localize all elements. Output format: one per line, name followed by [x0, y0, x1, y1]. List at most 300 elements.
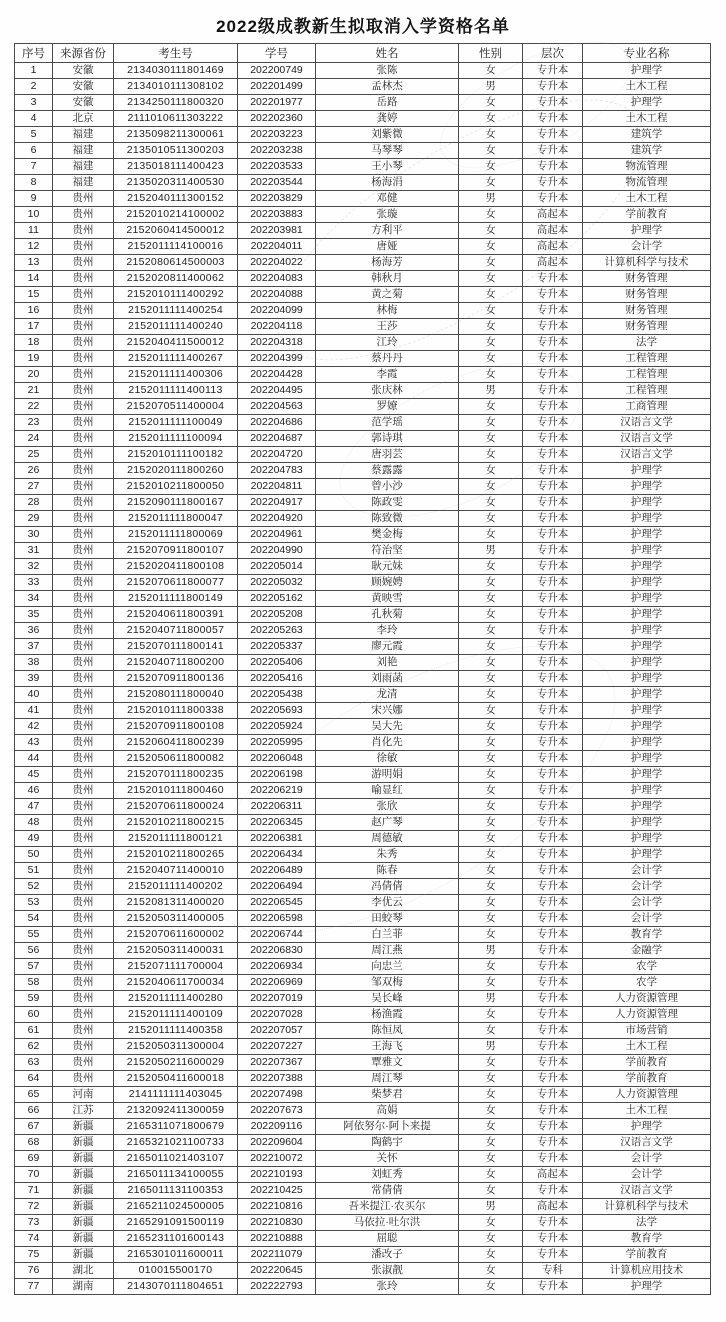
cell-name: 耿元妹 — [316, 559, 459, 575]
cell-index: 54 — [15, 911, 53, 927]
table-row — [15, 95, 711, 111]
table-row — [15, 1151, 711, 1167]
cell-province: 贵州 — [53, 319, 114, 335]
cell-student_no: 202205693 — [238, 703, 316, 719]
cell-index: 56 — [15, 943, 53, 959]
cell-candidate_no: 2152011111800047 — [114, 511, 238, 527]
table-row — [15, 223, 711, 239]
cell-level: 专升本 — [523, 511, 583, 527]
cell-level: 专升本 — [523, 1135, 583, 1151]
cell-name: 关怀 — [316, 1151, 459, 1167]
column-header-gender: 性别 — [459, 44, 523, 63]
cell-index: 13 — [15, 255, 53, 271]
cell-name: 杨海涓 — [316, 175, 459, 191]
cell-student_no: 202201977 — [238, 95, 316, 111]
cell-name: 刘紫微 — [316, 127, 459, 143]
cell-candidate_no: 2152020411800108 — [114, 559, 238, 575]
cell-level: 专升本 — [523, 287, 583, 303]
cell-gender: 女 — [459, 127, 523, 143]
cell-major: 护理学 — [583, 671, 711, 687]
cell-candidate_no: 2152050211600029 — [114, 1055, 238, 1071]
cell-index: 38 — [15, 655, 53, 671]
cell-candidate_no: 2143070111804651 — [114, 1279, 238, 1295]
cell-student_no: 202205924 — [238, 719, 316, 735]
table-row — [15, 623, 711, 639]
cell-name: 刘雨菡 — [316, 671, 459, 687]
cell-province: 贵州 — [53, 511, 114, 527]
cell-gender: 女 — [459, 623, 523, 639]
cell-major: 汉语言文学 — [583, 447, 711, 463]
cell-name: 肖化先 — [316, 735, 459, 751]
table-row — [15, 1167, 711, 1183]
cell-gender: 女 — [459, 687, 523, 703]
cell-candidate_no: 2152040411500012 — [114, 335, 238, 351]
cell-gender: 女 — [459, 655, 523, 671]
cell-gender: 女 — [459, 207, 523, 223]
cell-index: 61 — [15, 1023, 53, 1039]
cell-index: 19 — [15, 351, 53, 367]
cell-candidate_no: 2165301011600011 — [114, 1247, 238, 1263]
cell-student_no: 202204990 — [238, 543, 316, 559]
cell-province: 贵州 — [53, 543, 114, 559]
cell-level: 高起本 — [523, 223, 583, 239]
cell-name: 王小琴 — [316, 159, 459, 175]
table-row — [15, 175, 711, 191]
cell-major: 农学 — [583, 975, 711, 991]
table-row — [15, 447, 711, 463]
cell-level: 专升本 — [523, 927, 583, 943]
table-row — [15, 1247, 711, 1263]
cell-level: 专升本 — [523, 559, 583, 575]
column-header-major: 专业名称 — [583, 44, 711, 63]
cell-index: 55 — [15, 927, 53, 943]
cell-candidate_no: 2141111111403045 — [114, 1087, 238, 1103]
cell-major: 物流管理 — [583, 159, 711, 175]
cell-major: 会计学 — [583, 879, 711, 895]
cell-index: 60 — [15, 1007, 53, 1023]
cell-province: 贵州 — [53, 527, 114, 543]
cell-gender: 女 — [459, 511, 523, 527]
table-row — [15, 1023, 711, 1039]
cell-gender: 女 — [459, 575, 523, 591]
cell-level: 高起本 — [523, 255, 583, 271]
cell-index: 21 — [15, 383, 53, 399]
cell-level: 专升本 — [523, 991, 583, 1007]
cell-index: 16 — [15, 303, 53, 319]
cell-name: 杨渔霞 — [316, 1007, 459, 1023]
cell-student_no: 202222793 — [238, 1279, 316, 1295]
cell-student_no: 202206311 — [238, 799, 316, 815]
table-row — [15, 943, 711, 959]
cell-major: 护理学 — [583, 495, 711, 511]
cell-level: 专升本 — [523, 783, 583, 799]
cell-candidate_no: 2165231101600143 — [114, 1231, 238, 1247]
table-row — [15, 783, 711, 799]
cell-candidate_no: 2152011111400202 — [114, 879, 238, 895]
table-row — [15, 287, 711, 303]
cell-candidate_no: 2165011134100055 — [114, 1167, 238, 1183]
cell-province: 贵州 — [53, 271, 114, 287]
cell-candidate_no: 010015500170 — [114, 1263, 238, 1279]
cell-gender: 女 — [459, 527, 523, 543]
cell-student_no: 202206219 — [238, 783, 316, 799]
cell-name: 蔡丹丹 — [316, 351, 459, 367]
cell-student_no: 202204011 — [238, 239, 316, 255]
table-row — [15, 591, 711, 607]
cell-major: 学前教育 — [583, 1055, 711, 1071]
cell-gender: 女 — [459, 671, 523, 687]
cell-major: 土木工程 — [583, 1103, 711, 1119]
cell-student_no: 202205263 — [238, 623, 316, 639]
cell-student_no: 202204563 — [238, 399, 316, 415]
cell-level: 专升本 — [523, 1119, 583, 1135]
cell-gender: 女 — [459, 463, 523, 479]
cell-student_no: 202211079 — [238, 1247, 316, 1263]
cell-student_no: 202202360 — [238, 111, 316, 127]
cell-level: 专升本 — [523, 671, 583, 687]
cell-province: 贵州 — [53, 1039, 114, 1055]
cell-level: 专升本 — [523, 1007, 583, 1023]
cell-level: 专升本 — [523, 575, 583, 591]
cell-gender: 女 — [459, 159, 523, 175]
cell-province: 贵州 — [53, 479, 114, 495]
cell-name: 徐敏 — [316, 751, 459, 767]
cell-student_no: 202201499 — [238, 79, 316, 95]
cell-name: 邹双梅 — [316, 975, 459, 991]
cell-student_no: 202207227 — [238, 1039, 316, 1055]
table-row — [15, 575, 711, 591]
cell-student_no: 202207019 — [238, 991, 316, 1007]
table-row — [15, 911, 711, 927]
cell-province: 贵州 — [53, 1055, 114, 1071]
cell-student_no: 202204783 — [238, 463, 316, 479]
cell-index: 57 — [15, 959, 53, 975]
table-row — [15, 879, 711, 895]
cell-candidate_no: 2152020111800260 — [114, 463, 238, 479]
cell-province: 贵州 — [53, 639, 114, 655]
cell-index: 2 — [15, 79, 53, 95]
cell-index: 7 — [15, 159, 53, 175]
cell-gender: 女 — [459, 719, 523, 735]
cell-gender: 女 — [459, 1183, 523, 1199]
table-row — [15, 1199, 711, 1215]
cell-province: 北京 — [53, 111, 114, 127]
column-header-level: 层次 — [523, 44, 583, 63]
cell-student_no: 202206969 — [238, 975, 316, 991]
cell-gender: 女 — [459, 303, 523, 319]
cell-student_no: 202206598 — [238, 911, 316, 927]
cell-major: 护理学 — [583, 607, 711, 623]
cell-student_no: 202210830 — [238, 1215, 316, 1231]
cell-index: 11 — [15, 223, 53, 239]
cell-province: 湖南 — [53, 1279, 114, 1295]
cell-name: 李玲 — [316, 623, 459, 639]
cell-candidate_no: 2152050311300004 — [114, 1039, 238, 1055]
cell-gender: 男 — [459, 79, 523, 95]
cell-major: 护理学 — [583, 719, 711, 735]
cell-province: 贵州 — [53, 831, 114, 847]
cell-candidate_no: 2152040611800391 — [114, 607, 238, 623]
cell-student_no: 202210072 — [238, 1151, 316, 1167]
cell-candidate_no: 2165011021403107 — [114, 1151, 238, 1167]
table-row — [15, 815, 711, 831]
cell-gender: 女 — [459, 447, 523, 463]
cell-level: 专升本 — [523, 143, 583, 159]
table-row — [15, 399, 711, 415]
cell-major: 计算机科学与技术 — [583, 1199, 711, 1215]
cell-province: 贵州 — [53, 447, 114, 463]
cell-name: 廖元霞 — [316, 639, 459, 655]
cell-name: 罗嫽 — [316, 399, 459, 415]
cell-candidate_no: 2152060411800239 — [114, 735, 238, 751]
cell-index: 70 — [15, 1167, 53, 1183]
cell-province: 贵州 — [53, 815, 114, 831]
cell-candidate_no: 2152010111800338 — [114, 703, 238, 719]
cell-name: 张庆林 — [316, 383, 459, 399]
cell-name: 陶鹤宇 — [316, 1135, 459, 1151]
cell-province: 贵州 — [53, 767, 114, 783]
cell-name: 孔秋菊 — [316, 607, 459, 623]
cell-major: 人力资源管理 — [583, 991, 711, 1007]
cell-name: 范学瑶 — [316, 415, 459, 431]
cell-major: 学前教育 — [583, 207, 711, 223]
table-row — [15, 991, 711, 1007]
cell-index: 69 — [15, 1151, 53, 1167]
cell-level: 专升本 — [523, 591, 583, 607]
cell-index: 18 — [15, 335, 53, 351]
cell-index: 48 — [15, 815, 53, 831]
cell-index: 36 — [15, 623, 53, 639]
cell-level: 专升本 — [523, 351, 583, 367]
cell-major: 护理学 — [583, 1279, 711, 1295]
cell-province: 福建 — [53, 127, 114, 143]
cell-major: 土木工程 — [583, 79, 711, 95]
cell-major: 护理学 — [583, 479, 711, 495]
cell-level: 专升本 — [523, 735, 583, 751]
cell-name: 岳路 — [316, 95, 459, 111]
cell-index: 59 — [15, 991, 53, 1007]
cell-province: 贵州 — [53, 959, 114, 975]
cell-major: 人力资源管理 — [583, 1087, 711, 1103]
cell-name: 杨海芳 — [316, 255, 459, 271]
column-header-index: 序号 — [15, 44, 53, 63]
cell-province: 新疆 — [53, 1119, 114, 1135]
cell-gender: 男 — [459, 1199, 523, 1215]
cell-gender: 女 — [459, 95, 523, 111]
cell-student_no: 202206744 — [238, 927, 316, 943]
cell-level: 专升本 — [523, 719, 583, 735]
cell-candidate_no: 2152050311400031 — [114, 943, 238, 959]
cell-level: 专升本 — [523, 1055, 583, 1071]
cell-gender: 女 — [459, 239, 523, 255]
cell-candidate_no: 2152070111800141 — [114, 639, 238, 655]
cell-level: 专升本 — [523, 63, 583, 79]
cell-student_no: 202209116 — [238, 1119, 316, 1135]
cell-major: 护理学 — [583, 511, 711, 527]
cell-name: 李优云 — [316, 895, 459, 911]
cell-major: 护理学 — [583, 591, 711, 607]
roster-table — [14, 43, 711, 1295]
cell-candidate_no: 2152011111400267 — [114, 351, 238, 367]
cell-index: 63 — [15, 1055, 53, 1071]
cell-student_no: 202206489 — [238, 863, 316, 879]
cell-index: 27 — [15, 479, 53, 495]
cell-index: 51 — [15, 863, 53, 879]
cell-province: 安徽 — [53, 95, 114, 111]
cell-index: 34 — [15, 591, 53, 607]
cell-province: 贵州 — [53, 415, 114, 431]
cell-gender: 女 — [459, 495, 523, 511]
cell-index: 37 — [15, 639, 53, 655]
cell-candidate_no: 2152011114100016 — [114, 239, 238, 255]
cell-index: 6 — [15, 143, 53, 159]
cell-candidate_no: 2152080614500003 — [114, 255, 238, 271]
cell-name: 吾米提江·农买尔 — [316, 1199, 459, 1215]
cell-province: 贵州 — [53, 303, 114, 319]
cell-gender: 女 — [459, 1215, 523, 1231]
table-row — [15, 127, 711, 143]
cell-student_no: 202205014 — [238, 559, 316, 575]
cell-student_no: 202204428 — [238, 367, 316, 383]
cell-index: 76 — [15, 1263, 53, 1279]
table-row — [15, 239, 711, 255]
cell-major: 护理学 — [583, 95, 711, 111]
cell-index: 47 — [15, 799, 53, 815]
cell-major: 学前教育 — [583, 1071, 711, 1087]
cell-index: 14 — [15, 271, 53, 287]
table-row — [15, 735, 711, 751]
cell-major: 护理学 — [583, 767, 711, 783]
cell-name: 孟林杰 — [316, 79, 459, 95]
cell-index: 33 — [15, 575, 53, 591]
cell-student_no: 202204083 — [238, 271, 316, 287]
table-row — [15, 1103, 711, 1119]
cell-student_no: 202206830 — [238, 943, 316, 959]
cell-province: 贵州 — [53, 991, 114, 1007]
cell-candidate_no: 2111010611303222 — [114, 111, 238, 127]
cell-major: 法学 — [583, 1215, 711, 1231]
cell-index: 75 — [15, 1247, 53, 1263]
cell-major: 护理学 — [583, 623, 711, 639]
cell-name: 王莎 — [316, 319, 459, 335]
cell-level: 专升本 — [523, 463, 583, 479]
cell-candidate_no: 2152010111100182 — [114, 447, 238, 463]
cell-gender: 女 — [459, 431, 523, 447]
table-row — [15, 1183, 711, 1199]
cell-major: 财务管理 — [583, 319, 711, 335]
cell-major: 财务管理 — [583, 303, 711, 319]
cell-candidate_no: 2152050611800082 — [114, 751, 238, 767]
cell-level: 专升本 — [523, 367, 583, 383]
cell-province: 新疆 — [53, 1167, 114, 1183]
table-row — [15, 1055, 711, 1071]
cell-student_no: 202204720 — [238, 447, 316, 463]
cell-student_no: 202206934 — [238, 959, 316, 975]
table-row — [15, 527, 711, 543]
cell-name: 顾婉娉 — [316, 575, 459, 591]
cell-name: 游明娟 — [316, 767, 459, 783]
cell-major: 会计学 — [583, 863, 711, 879]
table-row — [15, 463, 711, 479]
cell-index: 5 — [15, 127, 53, 143]
cell-gender: 女 — [459, 479, 523, 495]
cell-candidate_no: 2152011111400254 — [114, 303, 238, 319]
cell-index: 8 — [15, 175, 53, 191]
cell-candidate_no: 2152040111300152 — [114, 191, 238, 207]
cell-major: 教育学 — [583, 927, 711, 943]
cell-province: 贵州 — [53, 1023, 114, 1039]
cell-gender: 男 — [459, 943, 523, 959]
cell-province: 贵州 — [53, 623, 114, 639]
cell-candidate_no: 2152040711400010 — [114, 863, 238, 879]
cell-major: 会计学 — [583, 239, 711, 255]
table-row — [15, 799, 711, 815]
cell-level: 专升本 — [523, 623, 583, 639]
cell-candidate_no: 2152050411600018 — [114, 1071, 238, 1087]
cell-index: 64 — [15, 1071, 53, 1087]
table-row — [15, 191, 711, 207]
cell-student_no: 202207028 — [238, 1007, 316, 1023]
cell-name: 樊金梅 — [316, 527, 459, 543]
cell-name: 周江燕 — [316, 943, 459, 959]
cell-province: 贵州 — [53, 879, 114, 895]
cell-student_no: 202206494 — [238, 879, 316, 895]
cell-level: 专升本 — [523, 943, 583, 959]
cell-index: 53 — [15, 895, 53, 911]
table-row — [15, 415, 711, 431]
cell-gender: 女 — [459, 63, 523, 79]
cell-province: 新疆 — [53, 1215, 114, 1231]
cell-level: 专升本 — [523, 1023, 583, 1039]
table-row — [15, 351, 711, 367]
cell-province: 贵州 — [53, 1071, 114, 1087]
table-row — [15, 543, 711, 559]
cell-major: 护理学 — [583, 703, 711, 719]
cell-level: 高起本 — [523, 207, 583, 223]
cell-gender: 女 — [459, 143, 523, 159]
cell-index: 20 — [15, 367, 53, 383]
cell-index: 67 — [15, 1119, 53, 1135]
cell-candidate_no: 2152011111400306 — [114, 367, 238, 383]
table-row — [15, 319, 711, 335]
cell-student_no: 202207367 — [238, 1055, 316, 1071]
cell-name: 曾小沙 — [316, 479, 459, 495]
cell-province: 新疆 — [53, 1135, 114, 1151]
cell-name: 白兰菲 — [316, 927, 459, 943]
table-row — [15, 63, 711, 79]
cell-index: 49 — [15, 831, 53, 847]
cell-major: 会计学 — [583, 911, 711, 927]
table-row — [15, 639, 711, 655]
cell-major: 教育学 — [583, 1231, 711, 1247]
table-row — [15, 1119, 711, 1135]
table-row — [15, 207, 711, 223]
cell-gender: 女 — [459, 1071, 523, 1087]
table-row — [15, 1007, 711, 1023]
cell-index: 17 — [15, 319, 53, 335]
cell-level: 专升本 — [523, 639, 583, 655]
cell-index: 9 — [15, 191, 53, 207]
cell-gender: 女 — [459, 255, 523, 271]
cell-index: 41 — [15, 703, 53, 719]
cell-student_no: 202210816 — [238, 1199, 316, 1215]
cell-student_no: 202207388 — [238, 1071, 316, 1087]
cell-student_no: 202210193 — [238, 1167, 316, 1183]
table-row — [15, 479, 711, 495]
cell-gender: 女 — [459, 1263, 523, 1279]
cell-name: 高娟 — [316, 1103, 459, 1119]
cell-name: 张璇 — [316, 207, 459, 223]
